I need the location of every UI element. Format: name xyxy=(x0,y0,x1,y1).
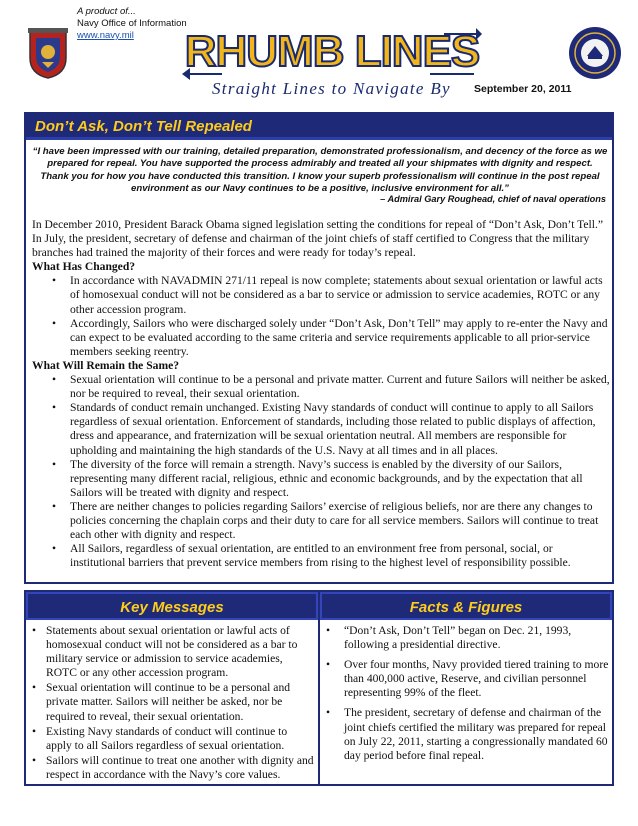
list-item: • Statements about sexual orientation or lawful acts of homosexual conduct will not be considered as a bar to military service or admission to service academies, ROTC or any other accession program. xyxy=(32,624,298,680)
product-line: A product of... xyxy=(77,6,136,17)
quote-attribution: – Admiral Gary Roughead, chief of naval operations xyxy=(380,194,606,204)
list-item: • The diversity of the force will remain a strength. Navy’s success is enabled by the diversity of our Sailors, representing many different racial, religious, ethnic and economic backgrounds, and by the expectation that all Sailors will be treated with dignity and respect. xyxy=(52,457,583,499)
navy-office-crest-icon xyxy=(26,28,70,80)
office-name: Navy Office of Information xyxy=(77,18,187,29)
key-messages-title: Key Messages xyxy=(120,599,224,616)
key-messages-box xyxy=(24,590,320,786)
newsletter-header xyxy=(0,0,638,112)
list-item: • Over four months, Navy provided tiered training to more than 400,000 active, Reserve, and civilian personnel representing 99% of the fleet. xyxy=(326,658,609,700)
list-item: • “Don’t Ask, Don’t Tell” began on Dec. 21, 1993, following a presidential directive. xyxy=(326,624,572,652)
navy-website-link[interactable]: www.navy.mil xyxy=(77,30,134,41)
article-title-bar xyxy=(26,114,612,140)
article-title: Don’t Ask, Don’t Tell Repealed xyxy=(35,118,252,135)
tagline: Straight Lines to Navigate By xyxy=(212,79,451,98)
facts-title-bar xyxy=(320,592,612,620)
logo-text: RHUMB LINES xyxy=(184,27,480,76)
facts-title: Facts & Figures xyxy=(409,599,523,616)
list-item: • All Sailors, regardless of sexual orientation, are entitled to an environment free from personal, social, or institutional barriers that prevent service members from rising to the highest level of responsibility possible. xyxy=(52,542,571,570)
facts-list xyxy=(326,624,610,769)
list-item: • There are neither changes to policies regarding Sailors’ exercise of religious beliefs, nor are there any changes to policies concerning the chaplain corps and their duty to care for all service members. Sailors will continue to treat each other with dignity and respect. xyxy=(52,499,599,542)
changed-bullet-list xyxy=(32,274,610,359)
article-body xyxy=(32,218,610,570)
list-item: • Standards of conduct remain unchanged. Existing Navy standards of conduct will continue to apply to all Sailors regardless of sexual orientation. Enforcement of standards, including those related to public displays of affection, dress and appearance, and fraternization will be sexual orientation neutral. All members are responsible for upholding and maintaining the high standards of the U.S. Navy at all times and in all places. xyxy=(52,401,596,457)
issue-date: September 20, 2011 xyxy=(474,83,572,95)
list-item: • Sexual orientation will continue to be a personal and private matter. Sailors will neither be asked, nor be required to reveal, their sexual orientation. xyxy=(32,681,291,723)
article-box xyxy=(24,112,614,584)
list-item: • Sexual orientation will continue to be a personal and private matter. Current and future Sailors will neither be asked, nor be required to reveal, their sexual orientation. xyxy=(52,373,610,401)
list-item: • The president, secretary of defense and chairman of the joint chiefs certified the military was prepared for repeal on July 22, 2011, starting a congressionally mandated 60 day period before final repeal. xyxy=(326,706,608,762)
key-messages-list xyxy=(32,624,314,783)
list-item: • In accordance with NAVADMIN 271/11 repeal is now complete; statements about sexual orientation or lawful acts of homosexual conduct will not be considered as a bar to service or admission to service academies, ROTC or any other accession program. xyxy=(52,274,603,316)
section-heading-changed: What Has Changed? xyxy=(32,260,136,274)
list-item: • Existing Navy standards of conduct will continue to apply to all Sailors regardless of sexual orientation. xyxy=(32,724,288,752)
section-heading-same: What Will Remain the Same? xyxy=(32,358,180,372)
cno-quote: “I have been impressed with our training, detailed preparation, demonstrated professionalism, and decency of the force as we prepared for repeal. You have supported the process admirably and treated all your shipmates with dignity and respect. Thank you for how you have conducted this transition. I know your superb professionalism will continue in the post repeal environment as our Navy continues to be a positive, inclusive environment for all.” xyxy=(32,146,608,194)
key-messages-title-bar xyxy=(26,592,318,620)
list-item: • Accordingly, Sailors who were discharged solely under “Don’t Ask, Don’t Tell” may apply to re-enter the Navy and can expect to be evaluated according to the same criteria and service requirements applicable to all prior-service members seeking reentry. xyxy=(52,316,608,358)
intro-paragraph: In December 2010, President Barack Obama signed legislation setting the conditions for repeal of “Don’t Ask, Don’t Tell.” In July, the president, secretary of defense and chairman of the joint chiefs of staff certified to Congress that the military branches had trained the majority of their forces and were ready for today’s repeal. xyxy=(32,218,604,260)
list-item: • Sailors will continue to treat one another with dignity and respect in accordance with the Navy’s core values. xyxy=(32,753,314,781)
navy-seal-icon xyxy=(568,26,622,80)
publisher-info xyxy=(77,6,187,42)
facts-figures-box xyxy=(318,590,614,786)
same-bullet-list xyxy=(32,373,610,570)
